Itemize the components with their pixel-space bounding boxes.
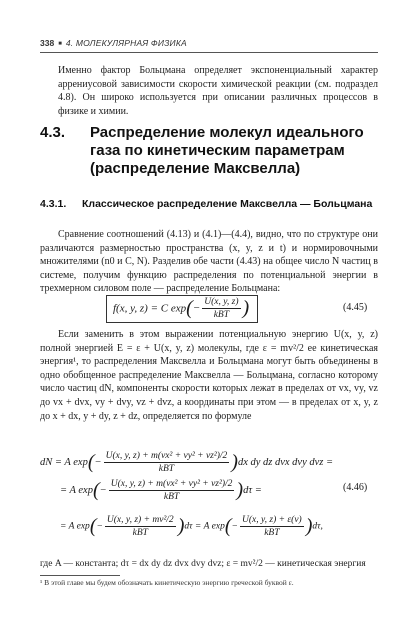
footnote: ¹ В этой главе мы будем обозначать кинетическую энергию греческой буквой ε.	[40, 578, 294, 587]
eq46-l3-paren-open-2: (	[224, 515, 232, 537]
eq46-l3-denominator-2: kBT	[264, 528, 280, 538]
eq46-l1-numerator: U(x, y, z) + m(vx² + vy² + vz²)/2	[105, 451, 228, 461]
eq46-l3-fraction	[105, 514, 176, 539]
eq46-l1-fraction	[104, 450, 230, 475]
chapter-title: 4. МОЛЕКУЛЯРНАЯ ФИЗИКА	[65, 38, 187, 48]
eq46-l3-left: = A exp	[60, 521, 90, 532]
paragraph-2: Сравнение соотношений (4.13) и (4.1)—(4.4), видно, что по структуре они различаются размерностью пространства (x, y, z и t) и нормировочными множителями (n0 и C, N). Разделив обе части (4.43) на общее число N частиц в системе, получим функцию распределения по потенциальной энергии в трехмерном силовом поле — распределение Больцмана:	[40, 229, 378, 295]
running-head	[40, 38, 378, 52]
eq46-l3-numerator: U(x, y, z) + mv²/2	[106, 515, 174, 525]
equation-4-45: f(x, y, z) = C exp(− $\frac{U(x, y, z)}{\text{kBT}}$ )	[106, 295, 258, 323]
eq46-l1-paren-open: (	[87, 451, 95, 473]
eq45-numerator: U(x, y, z)	[204, 297, 239, 307]
footnote-rule	[40, 575, 120, 576]
eq46-l3-mid: dτ = A exp	[184, 521, 225, 532]
eq46-l3-right: dτ,	[312, 521, 323, 532]
eq46-l3-paren-open: (	[89, 515, 97, 537]
eq46-l1-denominator: kBT	[158, 464, 175, 474]
page-number: 338	[40, 38, 55, 48]
eq46-l2-paren-open: (	[92, 479, 100, 501]
eq46-l1-left: dN = A exp	[40, 457, 88, 468]
eq45-paren-open: (	[186, 297, 193, 319]
eq46-l1-paren-close: )	[231, 451, 238, 473]
bullet-icon: ■	[58, 40, 62, 47]
eq46-l2-left: = A exp	[60, 485, 93, 496]
eq45-left: f(x, y, z) = C exp	[113, 302, 187, 315]
eq46-line-3: = A exp(− $\frac{\text{U(x, y, z) + mv²/2}}{\text{kBT}}$ )dτ = A exp(− $\frac{U(x, y, z) + \varepsilon(v)}{\text{kBT}}$ )dτ,	[60, 515, 323, 538]
intro-paragraph: Именно фактор Больцмана определяет экспоненциальный характер аррениусовой зависимости скорости химической реакции (см. подраздел 4.8). Он широко используется при описании различных процессов в физике и химии.	[58, 65, 378, 117]
paragraph-3: Если заменить в этом выражении потенциальную энергию U(x, y, z) полной энергией E = ε + U(x, y, z) молекулы, где ε = mv²/2 ее кинетическая энергия¹, то распределения Максвелла и Больцмана могут быть объединены в одно обобщенное распределение Максвелла — Больцмана, согласно которому число частиц dN, компоненты скорости которых лежат в пределах от vx, vy, vz до vx + dvx, vy + dvy, vz + dvz, а координаты при этом — в пределах от x, y, z до x + dx, y + dy, z + dz, определяется по формуле	[40, 329, 378, 422]
eq46-line-2: = A exp(− $\frac{\text{U(x, y, z) + m(vx² + vy² + vz²)/2}}{\text{kBT}}$ )dτ =	[60, 479, 262, 502]
section-title: Распределение молекул идеального газа по кинетическим параметрам (распределение Максвелла)	[90, 124, 364, 177]
paragraph-4: где A — константа; dτ = dx dy dz dvx dvy dvz; ε = mv²/2 — кинетическая энергия	[40, 559, 366, 569]
eq45-fraction	[202, 296, 240, 321]
eq46-l2-numerator: U(x, y, z) + m(vx² + vy² + vz²)/2	[110, 479, 233, 489]
header-rule	[40, 52, 378, 53]
eq46-l3-paren-close-2: )	[305, 515, 313, 537]
equation-label-4-45: (4.45)	[343, 302, 368, 313]
eq45-paren-close: )	[242, 297, 250, 319]
eq46-l1-right: dx dy dz dvx dvy dvz =	[237, 457, 334, 468]
subsection-title: Классическое распределение Максвелла — Больцмана	[82, 198, 373, 210]
eq46-line-1: dN = A exp(− $\frac{\text{U(x, y, z) + m(vx² + vy² + vz²)/2}}{\text{kBT}}$ )dx dy dz dvx dvy dvz =	[40, 451, 334, 474]
eq46-l3-numerator-2: U(x, y, z) + ε(v)	[241, 515, 302, 525]
section-heading	[40, 124, 378, 178]
eq46-l3-denominator: kBT	[132, 528, 148, 538]
eq46-l2-fraction	[109, 478, 235, 503]
subsection-heading	[40, 198, 378, 211]
section-number: 4.3.	[40, 124, 66, 141]
eq46-l3-fraction-2	[240, 514, 304, 539]
eq46-l3-paren-close: )	[177, 515, 185, 537]
eq45-denominator: kBT	[213, 310, 230, 320]
eq46-l2-denominator: kBT	[163, 492, 180, 502]
eq46-l2-right: dτ =	[243, 485, 262, 496]
subsection-number: 4.3.1.	[40, 198, 67, 210]
equation-label-4-46: (4.46)	[343, 482, 368, 493]
eq46-l2-paren-close: )	[236, 479, 244, 501]
